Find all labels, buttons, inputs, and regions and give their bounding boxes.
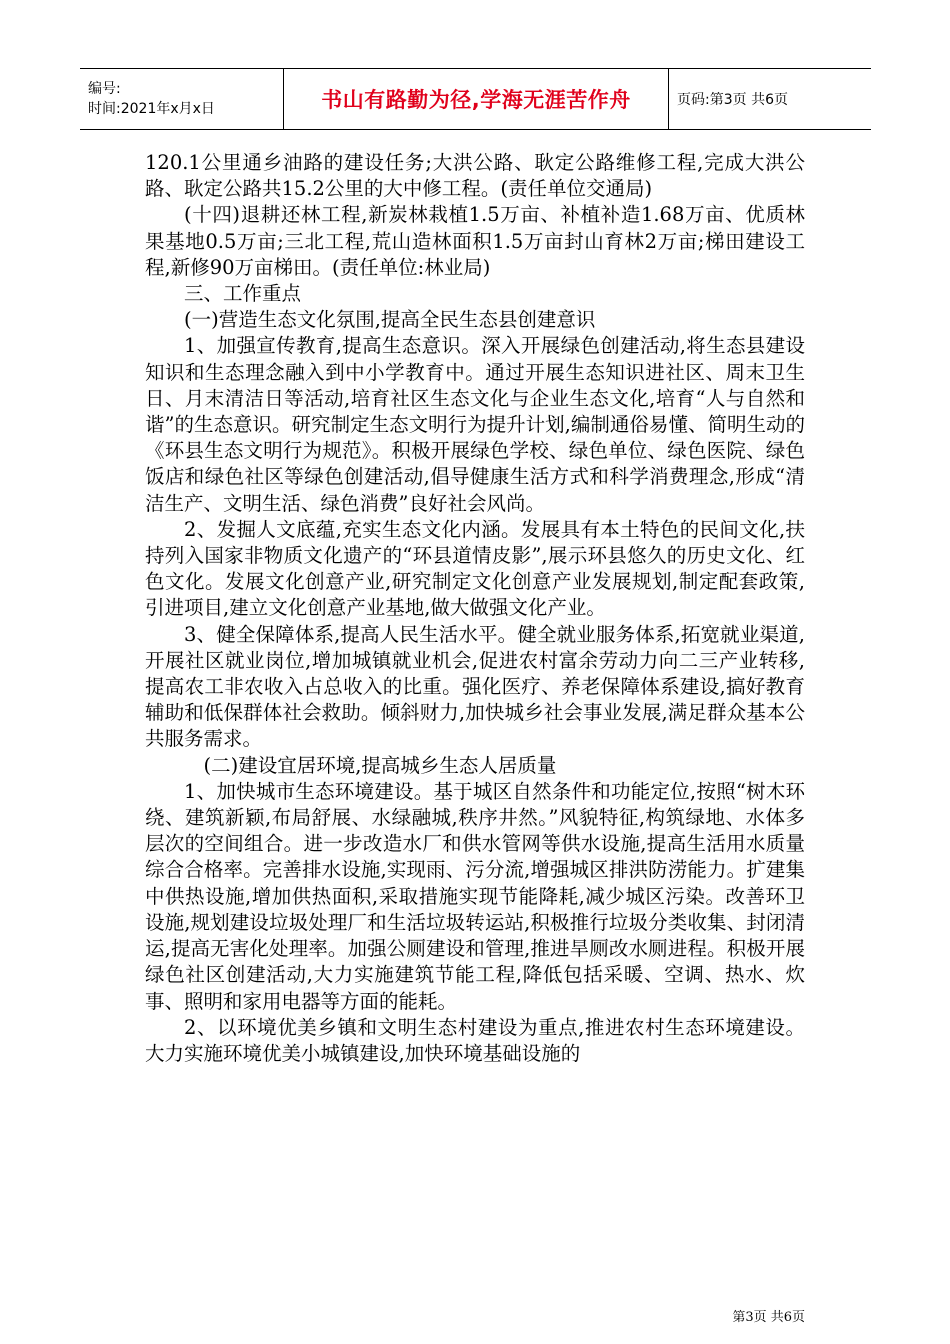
header-motto: 书山有路勤为径,学海无涯苦作舟 xyxy=(321,88,631,112)
body-paragraph: 1、加强宣传教育,提高生态意识。深入开展绿色创建活动,将生态县建设知识和生态理念融入到中小学教育中。通过开展生态知识进社区、周末卫生日、月末清洁日等活动,培育社区生态文化与企业生态文化,培育“人与自然和谐”的生态意识。研究制定生态文明行为提升计划,编制通俗易懂、简明生动的《环县生态文明行为规范》。积极开展绿色学校、绿色单位、绿色医院、绿色饭店和绿色社区等绿色创建活动,倡导健康生活方式和科学消费理念,形成“清洁生产、文明生活、绿色消费”良好社会风尚。 xyxy=(145,334,805,515)
body-paragraph: 120.1公里通乡油路的建设任务;大洪公路、耿定公路维修工程,完成大洪公路、耿定公路共15.2公里的大中修工程。(责任单位交通局) xyxy=(145,151,805,201)
body-paragraph: (二)建设宜居环境,提高城乡生态人居质量 xyxy=(203,753,557,777)
document-date: 时间:2021年x月x日 xyxy=(88,101,215,117)
header-page-number: 页码:第3页 共6页 xyxy=(677,92,788,108)
body-paragraph: (十四)退耕还林工程,新炭林栽植1.5万亩、补植补造1.68万亩、优质林果基地0.5万亩;三北工程,荒山造林面积1.5万亩封山育林2万亩;梯田建设工程,新修90万亩梯田。(责任单位:林业局) xyxy=(145,203,805,279)
header-meta xyxy=(80,69,283,129)
body-paragraph: 3、健全保障体系,提高人民生活水平。健全就业服务体系,拓宽就业渠道,开展社区就业岗位,增加城镇就业机会,促进农村富余劳动力向二三产业转移,提高农工非农收入占总收入的比重。强化医疗、养老保障体系建设,搞好教育辅助和低保群体社会救助。倾斜财力,加快城乡社会事业发展,满足群众基本公共服务需求。 xyxy=(145,622,805,751)
page-header xyxy=(80,68,871,130)
document-body xyxy=(145,150,805,1067)
body-paragraph: (一)营造生态文化氛围,提高全民生态县创建意识 xyxy=(184,308,596,332)
header-page-cell xyxy=(669,69,871,129)
header-motto-cell xyxy=(283,69,669,129)
body-paragraph: 三、工作重点 xyxy=(184,282,302,306)
page-footer: 第3页 共6页 xyxy=(732,1310,805,1325)
document-number-label: 编号: xyxy=(88,81,121,97)
body-paragraph: 1、加快城市生态环境建设。基于城区自然条件和功能定位,按照“树木环绕、建筑新颖,布局舒展、水绿融城,秩序井然。”风貌特征,构筑绿地、水体多层次的空间组合。进一步改造水厂和供水管网等供水设施,提高生活用水质量综合合格率。完善排水设施,实现雨、污分流,增强城区排洪防涝能力。扩建集中供热设施,增加供热面积,采取措施实现节能降耗,减少城区污染。改善环卫设施,规划建设垃圾处理厂和生活垃圾转运站,积极推行垃圾分类收集、封闭清运,提高无害化处理率。加强公厕建设和管理,推进旱厕改水厕进程。积极开展绿色社区创建活动,大力实施建筑节能工程,降低包括采暖、空调、热水、炊事、照明和家用电器等方面的能耗。 xyxy=(145,779,805,1013)
body-paragraph: 2、发掘人文底蕴,充实生态文化内涵。发展具有本土特色的民间文化,扶持列入国家非物质文化遗产的“环县道情皮影”,展示环县悠久的历史文化、红色文化。发展文化创意产业,研究制定文化创意产业发展规划,制定配套政策,引进项目,建立文化创意产业基地,做大做强文化产业。 xyxy=(145,517,805,620)
body-paragraph: 2、以环境优美乡镇和文明生态村建设为重点,推进农村生态环境建设。大力实施环境优美小城镇建设,加快环境基础设施的 xyxy=(145,1015,805,1065)
